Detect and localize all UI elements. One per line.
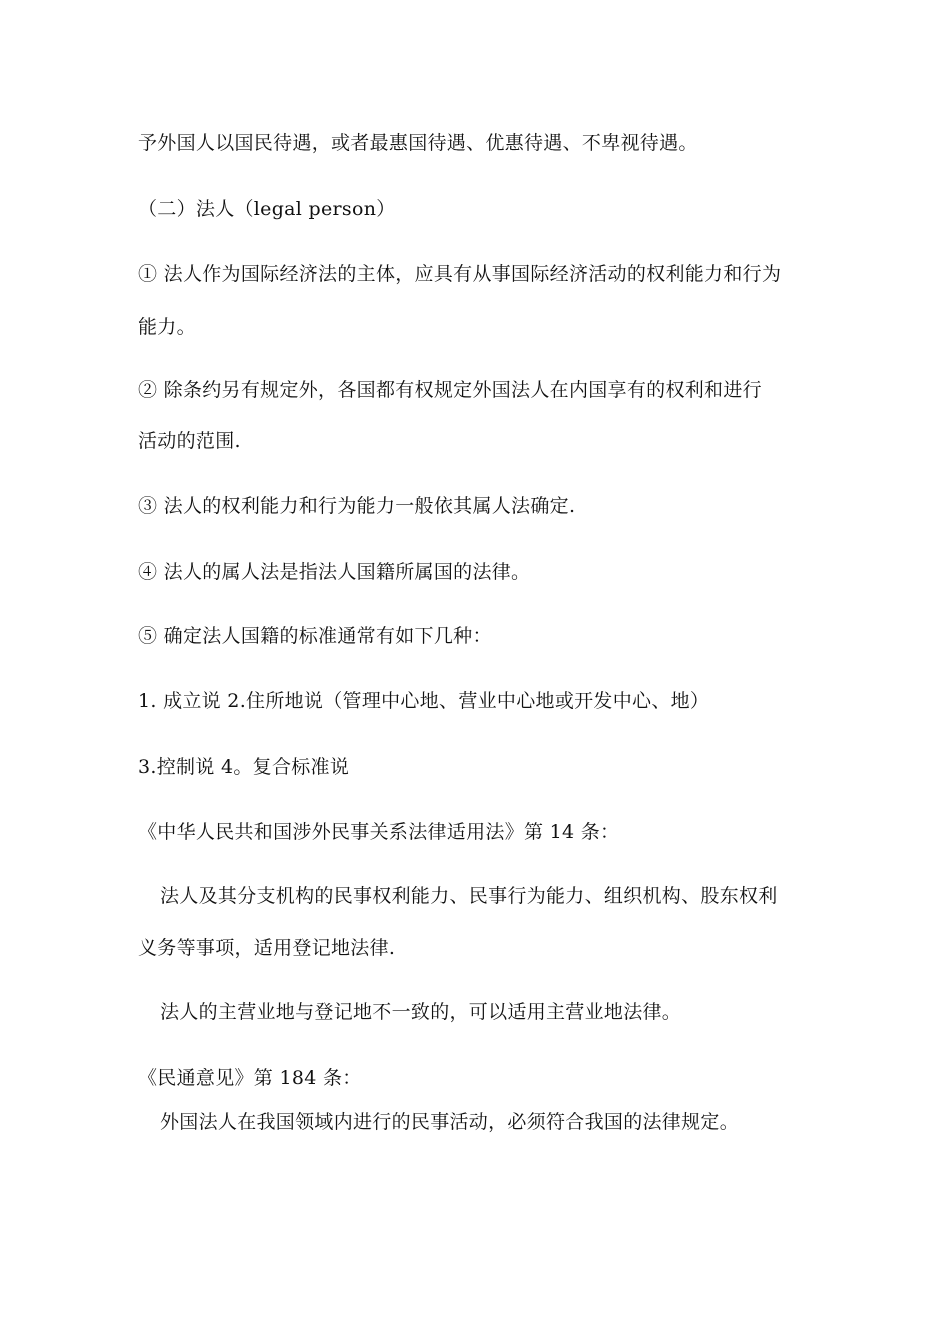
article-14-text-line-2: 义务等事项，适用登记地法律. xyxy=(138,937,396,959)
article-184-text: 外国法人在我国领域内进行的民事活动，必须符合我国的法律规定。 xyxy=(160,1111,740,1133)
text-line-national-treatment: 予外国人以国民待遇，或者最惠国待遇、优惠待遇、不卑视待遇。 xyxy=(138,132,698,154)
item-4: ④ 法人的属人法是指法人国籍所属国的法律。 xyxy=(138,561,531,583)
nationality-standards-line-1: 1. 成立说 2.住所地说（管理中心地、营业中心地或开发中心、地） xyxy=(138,690,710,712)
item-5: ⑤ 确定法人国籍的标准通常有如下几种： xyxy=(138,625,492,647)
item-1-line-2: 能力。 xyxy=(138,316,196,338)
item-3: ③ 法人的权利能力和行为能力一般依其属人法确定. xyxy=(138,495,576,517)
nationality-standards-line-2: 3.控制说 4。复合标准说 xyxy=(138,756,350,778)
article-14-text-line-3: 法人的主营业地与登记地不一致的，可以适用主营业地法律。 xyxy=(160,1001,682,1023)
law-citation-article-14: 《中华人民共和国涉外民事关系法律适用法》第 14 条： xyxy=(138,821,620,843)
article-14-text-line-1: 法人及其分支机构的民事权利能力、民事行为能力、组织机构、股东权利 xyxy=(160,885,778,907)
item-2-line-2: 活动的范围. xyxy=(138,430,241,452)
item-2-line-1: ② 除条约另有规定外，各国都有权规定外国法人在内国享有的权利和进行 xyxy=(138,379,762,401)
section-heading-legal-person: （二）法人（legal person） xyxy=(138,198,396,220)
law-citation-article-184: 《民通意见》第 184 条： xyxy=(138,1067,362,1089)
item-1-line-1: ① 法人作为国际经济法的主体，应具有从事国际经济活动的权利能力和行为 xyxy=(138,263,782,285)
